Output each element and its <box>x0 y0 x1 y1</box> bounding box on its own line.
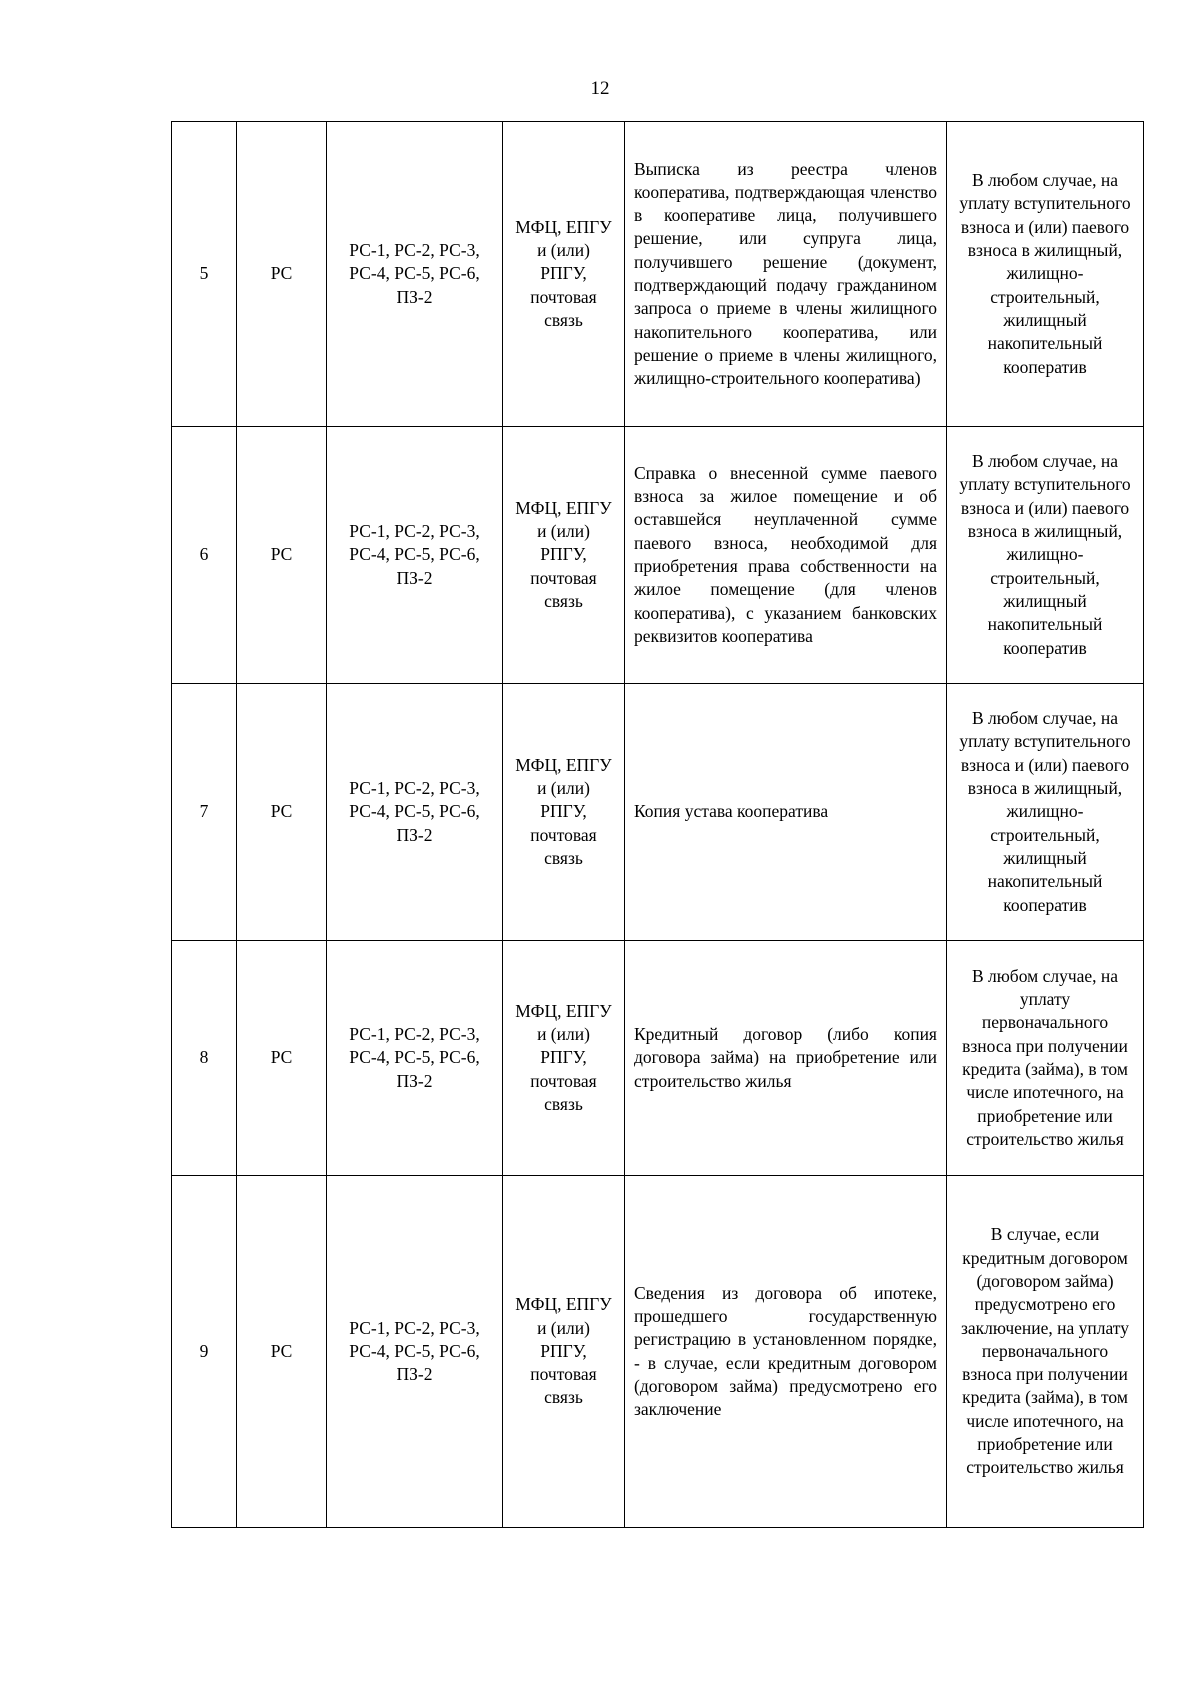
row-codes: РС-1, РС-2, РС-3, РС-4, РС-5, РС-6, ПЗ-2 <box>327 122 503 427</box>
row-type: РС <box>237 427 327 684</box>
row-number: 6 <box>172 427 237 684</box>
table-row <box>172 122 1144 427</box>
row-channel: МФЦ, ЕПГУ и (или) РПГУ, почтовая связь <box>503 427 625 684</box>
row-type: РС <box>237 122 327 427</box>
row-codes: РС-1, РС-2, РС-3, РС-4, РС-5, РС-6, ПЗ-2 <box>327 684 503 941</box>
row-channel: МФЦ, ЕПГУ и (или) РПГУ, почтовая связь <box>503 941 625 1176</box>
row-type: РС <box>237 941 327 1176</box>
row-channel: МФЦ, ЕПГУ и (или) РПГУ, почтовая связь <box>503 684 625 941</box>
row-condition: В любом случае, на уплату первоначального взноса при получении кредита (займа), в том числе ипотечного, на приобретение или строительство жилья <box>947 941 1144 1176</box>
row-document: Выписка из реестра членов кооператива, подтверждающая членство в кооперативе лица, получившего решение, или супруга лица, получившего решение (документ, подтверждающий подачу гражданином запроса о приеме в члены жилищного накопительного кооператива, или решение о приеме в члены жилищного, жилищно-строительного кооператива) <box>625 122 947 427</box>
table-row <box>172 941 1144 1176</box>
row-document: Копия устава кооператива <box>625 684 947 941</box>
row-condition: В любом случае, на уплату вступительного взноса и (или) паевого взноса в жилищный, жилищно-строительный, жилищный накопительный кооператив <box>947 684 1144 941</box>
row-condition: В любом случае, на уплату вступительного взноса и (или) паевого взноса в жилищный, жилищно-строительный, жилищный накопительный кооператив <box>947 122 1144 427</box>
row-document: Сведения из договора об ипотеке, прошедшего государственную регистрацию в установленном порядке, - в случае, если кредитным договором (договором займа) предусмотрено его заключение <box>625 1176 947 1528</box>
row-channel: МФЦ, ЕПГУ и (или) РПГУ, почтовая связь <box>503 122 625 427</box>
row-document: Справка о внесенной сумме паевого взноса за жилое помещение и об оставшейся неуплаченной сумме паевого взноса, необходимой для приобретения права собственности на жилое помещение (для членов кооператива), с указанием банковских реквизитов кооператива <box>625 427 947 684</box>
documents-table <box>171 121 1144 1528</box>
row-codes: РС-1, РС-2, РС-3, РС-4, РС-5, РС-6, ПЗ-2 <box>327 1176 503 1528</box>
row-type: РС <box>237 1176 327 1528</box>
row-codes: РС-1, РС-2, РС-3, РС-4, РС-5, РС-6, ПЗ-2 <box>327 427 503 684</box>
table-row <box>172 427 1144 684</box>
row-number: 9 <box>172 1176 237 1528</box>
row-codes: РС-1, РС-2, РС-3, РС-4, РС-5, РС-6, ПЗ-2 <box>327 941 503 1176</box>
table-row <box>172 1176 1144 1528</box>
row-document: Кредитный договор (либо копия договора займа) на приобретение или строительство жилья <box>625 941 947 1176</box>
row-condition: В случае, если кредитным договором (договором займа) предусмотрено его заключение, на уплату первоначального взноса при получении кредита (займа), в том числе ипотечного, на приобретение или строительство жилья <box>947 1176 1144 1528</box>
page-number: 12 <box>590 78 610 99</box>
table-row <box>172 684 1144 941</box>
row-number: 7 <box>172 684 237 941</box>
row-number: 5 <box>172 122 237 427</box>
row-condition: В любом случае, на уплату вступительного взноса и (или) паевого взноса в жилищный, жилищно-строительный, жилищный накопительный кооператив <box>947 427 1144 684</box>
row-channel: МФЦ, ЕПГУ и (или) РПГУ, почтовая связь <box>503 1176 625 1528</box>
row-number: 8 <box>172 941 237 1176</box>
row-type: РС <box>237 684 327 941</box>
